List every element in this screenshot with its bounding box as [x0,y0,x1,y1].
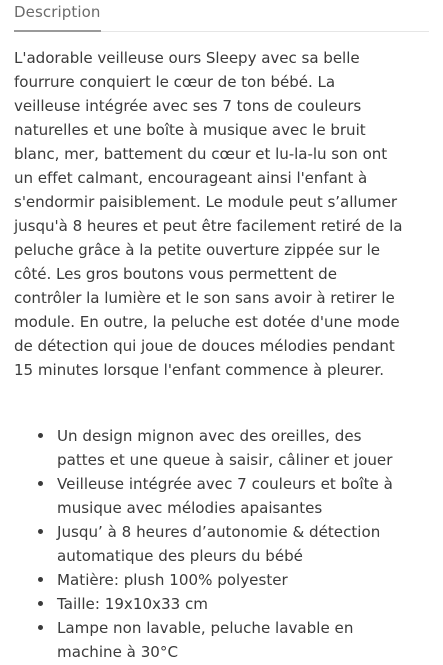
description-panel [14,46,406,382]
description-text: L'adorable veilleuse ours Sleepy avec sa belle fourrure conquiert le cœur de ton bébé. La veilleuse intégrée avec ses 7 tons de couleurs naturelles et une boîte à musique avec le bruit blanc, mer, battement du cœur et lu-la-lu son ont un effet calmant, encourageant ainsi l'enfant à s'endormir paisiblement. Le module peut s’allumer jusqu'à 8 heures et peut être facilement retiré de la peluche grâce à la petite ouverture zippée sur le côté. Les gros boutons vous permettent de contrôler la lumière et le son sans avoir à retirer le module. En outre, la peluche est dotée d'une mode de détection qui joue de douces mélodies pendant 15 minutes lorsque l'enfant commence à pleurer. [14,49,403,379]
feature-item [14,472,414,520]
feature-text: Matière: plush 100% polyester [57,571,288,589]
tab-bar [14,0,429,32]
bullet-icon [38,529,43,534]
bullet-icon [38,577,43,582]
feature-text: Un design mignon avec des oreilles, des pattes et une queue à saisir, câliner et jouer [57,427,393,469]
bullet-icon [38,481,43,486]
feature-text: Taille: 19x10x33 cm [57,595,209,613]
bullet-icon [38,625,43,630]
feature-item [14,424,414,472]
feature-item [14,616,414,664]
bullet-icon [38,433,43,438]
feature-text: Jusqu’ à 8 heures d’autonomie & détection automatique des pleurs du bébé [57,523,381,565]
tab-description[interactable]: Description [14,3,101,32]
feature-text: Lampe non lavable, peluche lavable en machine à 30°C [57,619,354,661]
bullet-icon [38,601,43,606]
feature-list [14,424,414,664]
feature-item [14,568,414,592]
feature-text: Veilleuse intégrée avec 7 couleurs et boîte à musique avec mélodies apaisantes [57,475,393,517]
feature-item [14,520,414,568]
feature-item [14,592,414,616]
